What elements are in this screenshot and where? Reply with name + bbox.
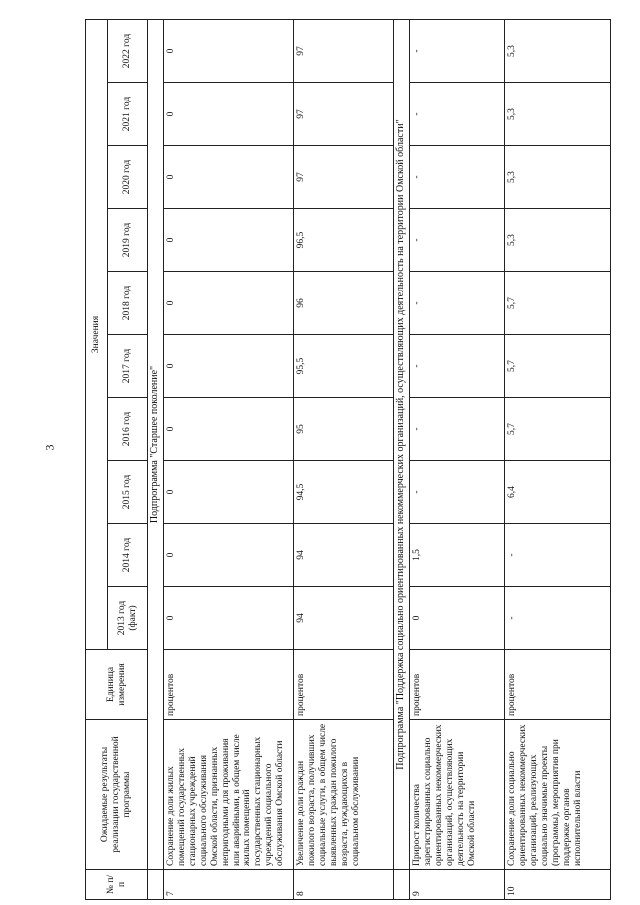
row-value: - [410, 83, 505, 146]
row-value: 0 [164, 146, 294, 209]
row-value: 96 [294, 272, 394, 335]
header-unit: Единица измерения [86, 650, 148, 720]
row-text: Сохранение доли жилых помещений государственных стационарных учреждений социального обслуживания Омской области, признанных непригодными для проживания или аварийными, в общем числе жилых помещений государственных стационарных учреждений социального обслуживания Омской области [164, 720, 294, 870]
row-value: 97 [294, 20, 394, 83]
row-num: 8 [294, 870, 394, 900]
table-row [164, 20, 294, 900]
row-value: 5,7 [505, 335, 611, 398]
row-num: 10 [505, 870, 611, 900]
subprogram-title: Подпрограмма "Старшее поколение" [148, 20, 164, 870]
row-num: 7 [164, 870, 294, 900]
row-value: 5,3 [505, 83, 611, 146]
row-unit: процентов [410, 650, 505, 720]
table-row [410, 20, 505, 900]
row-value: 94,5 [294, 461, 394, 524]
row-value: 0 [410, 587, 505, 650]
header-year: 2015 год [108, 461, 148, 524]
row-value: - [410, 398, 505, 461]
row-value: - [410, 20, 505, 83]
row-value: - [410, 335, 505, 398]
row-value: 6,4 [505, 461, 611, 524]
header-year: 2019 год [108, 209, 148, 272]
row-value: 1,5 [410, 524, 505, 587]
table-row [294, 20, 394, 900]
header-year: 2018 год [108, 272, 148, 335]
row-value: 0 [164, 587, 294, 650]
row-value: 0 [164, 335, 294, 398]
row-value: 5,3 [505, 20, 611, 83]
row-value: 0 [164, 398, 294, 461]
page-number: 3 [42, 444, 57, 451]
row-value: 0 [164, 524, 294, 587]
row-value: 0 [164, 20, 294, 83]
header-year: 2014 год [108, 524, 148, 587]
header-year: 2021 год [108, 83, 148, 146]
table-row [505, 20, 611, 900]
row-value: - [505, 524, 611, 587]
row-text: Сохранение доли социально ориентированных некоммерческих организаций, реализующих социально значимые проекты (программы), мероприятия при поддержке органов исполнительной власти [505, 720, 611, 870]
row-value: 94 [294, 524, 394, 587]
row-value: 5,3 [505, 146, 611, 209]
row-unit: процентов [505, 650, 611, 720]
rotated-table-container [85, 20, 610, 900]
row-value: - [505, 587, 611, 650]
header-year: 2013 год (факт) [108, 587, 148, 650]
row-value: 97 [294, 83, 394, 146]
header-year: 2017 год [108, 335, 148, 398]
indicators-table [85, 19, 611, 900]
row-value: 96,5 [294, 209, 394, 272]
row-value: 97 [294, 146, 394, 209]
header-num: № п/п [86, 870, 148, 900]
row-value: 5,3 [505, 209, 611, 272]
table-frame [85, 20, 610, 900]
row-text: Прирост количества зарегистрированных социально ориентированных некоммерческих организаций, осуществляющих деятельность на территории Омской области [410, 720, 505, 870]
header-year: 2020 год [108, 146, 148, 209]
row-value: 0 [164, 461, 294, 524]
row-value: - [410, 461, 505, 524]
row-value: 0 [164, 272, 294, 335]
row-value: 95 [294, 398, 394, 461]
header-values: Значения [86, 20, 108, 650]
row-value: 95,5 [294, 335, 394, 398]
subprogram-title: Подпрограмма "Поддержка социально ориентированных некоммерческих организаций, осуществляющих деятельность на территории Омской области" [394, 20, 410, 870]
row-value: - [410, 209, 505, 272]
header-year: 2022 год [108, 20, 148, 83]
row-value: 0 [164, 83, 294, 146]
row-num: 9 [410, 870, 505, 900]
row-text: Увеличение доли граждан пожилого возраста, получивших социальные услуги, в общем числе выявленных граждан пожилого возраста, нуждающихся в социальном обслуживании [294, 720, 394, 870]
header-year: 2016 год [108, 398, 148, 461]
row-value: 0 [164, 209, 294, 272]
row-value: 5,7 [505, 398, 611, 461]
row-value: 94 [294, 587, 394, 650]
row-unit: процентов [164, 650, 294, 720]
row-value: 5,7 [505, 272, 611, 335]
header-result: Ожидаемые результаты реализации государственной программы [86, 720, 148, 870]
row-value: - [410, 272, 505, 335]
row-value: - [410, 146, 505, 209]
row-unit: процентов [294, 650, 394, 720]
